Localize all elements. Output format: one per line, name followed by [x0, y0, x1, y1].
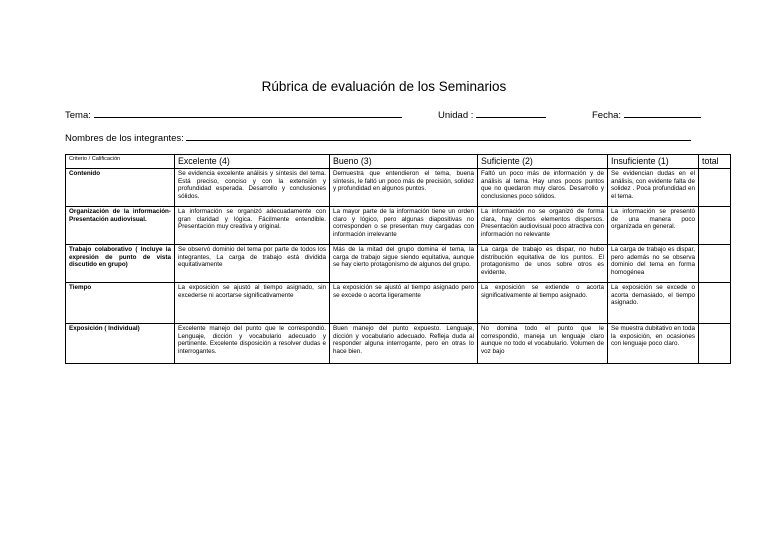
- insuficiente-cell: La exposición se excede o acorta demasiado, el tiempo asignado.: [608, 283, 699, 324]
- table-row: [66, 324, 731, 364]
- unidad-blank[interactable]: [476, 109, 546, 118]
- nombres-blank[interactable]: [186, 132, 691, 141]
- bueno-cell: La exposición se ajustó al tiempo asignado pero se excede o acorta ligeramente: [330, 283, 478, 324]
- tema-label: Tema:: [65, 110, 91, 121]
- excelente-cell: Se observó dominio del tema por parte de todos los integrantes, La carga de trabajo está dividida equitativamente: [175, 245, 330, 283]
- excelente-cell: La exposición se ajustó al tiempo asignado, sin excederse ni acortarse significativamente: [175, 283, 330, 324]
- tema-blank[interactable]: [94, 109, 402, 118]
- table-row: [66, 169, 731, 207]
- table-row: [66, 207, 731, 245]
- header-criterio: Criterio / Calificación: [66, 155, 175, 169]
- header-bueno: Bueno (3): [330, 155, 478, 169]
- table-row: [66, 245, 731, 283]
- insuficiente-cell: Se muestra dubitativo en toda la exposición, en ocasiones con lenguaje poco claro.: [608, 324, 699, 364]
- criterion-cell: Tiempo: [66, 283, 175, 324]
- rubric-table: [65, 154, 731, 364]
- document-title: Rúbrica de evaluación de los Seminarios: [261, 79, 507, 94]
- fecha-field[interactable]: [592, 109, 701, 121]
- tema-field[interactable]: [65, 109, 402, 121]
- header-insuficiente: Insuficiente (1): [608, 155, 699, 169]
- table-row: [66, 283, 731, 324]
- header-excelente: Excelente (4): [175, 155, 330, 169]
- insuficiente-cell: Se evidencian dudas en el análisis, con evidente falta de solidez . Poca profundidad en el tema.: [608, 169, 699, 207]
- fecha-blank[interactable]: [624, 109, 701, 118]
- bueno-cell: Demuestra que entendieron el tema, buena síntesis, le faltó un poco más de precisión, solidez y profundidad en algunos puntos.: [330, 169, 478, 207]
- suficiente-cell: La exposición se extiende o acorta significativamente al tiempo asignado.: [478, 283, 608, 324]
- suficiente-cell: La información no se organizó de forma clara, hay ciertos elementos dispersos. Presentación audiovisual poco atractiva con información no relevante: [478, 207, 608, 245]
- insuficiente-cell: La información se presentó de una manera poco organizada en general.: [608, 207, 699, 245]
- excelente-cell: Se evidencia excelente análisis y síntesis del tema. Está preciso, conciso y con la extensión y profundidad esperada. Desarrollo y conclusiones sólidos.: [175, 169, 330, 207]
- criterion-cell: Organización de la información- Presentación audiovisual.: [66, 207, 175, 245]
- suficiente-cell: No domina todo el punto que le correspondió, maneja un lenguaje claro aunque no todo el vocabulario. Volumen de voz bajo: [478, 324, 608, 364]
- nombres-label: Nombres de los integrantes:: [65, 133, 184, 144]
- nombres-field[interactable]: [65, 132, 691, 144]
- criterion-cell: Contenido: [66, 169, 175, 207]
- total-cell[interactable]: [699, 283, 731, 324]
- suficiente-cell: Faltó un poco más de información y de análisis al tema. Hay unos pocos puntos que no quedaron muy claros. Desarrollo y conclusiones poco sólidos.: [478, 169, 608, 207]
- total-cell[interactable]: [699, 324, 731, 364]
- bueno-cell: La mayor parte de la información tiene un orden claro y lógico, pero algunas diapositivas no corresponden o se presentan muy cargadas con información irrelevante: [330, 207, 478, 245]
- unidad-field[interactable]: [438, 109, 546, 121]
- unidad-label: Unidad :: [438, 110, 474, 121]
- total-cell[interactable]: [699, 207, 731, 245]
- header-row: [66, 155, 731, 169]
- criterion-cell: Exposición ( Individual): [66, 324, 175, 364]
- header-suficiente: Suficiente (2): [478, 155, 608, 169]
- excelente-cell: La información se organizó adecuadamente con gran claridad y lógica. Fácilmente entendible. Presentación muy creativa y original.: [175, 207, 330, 245]
- insuficiente-cell: La carga de trabajo es dispar, pero además no se observa dominio del tema en forma homogénea: [608, 245, 699, 283]
- suficiente-cell: La carga de trabajo es dispar, no hubo distribución equitativa de los puntos. El protagonismo de unos sobre otros es evidente.: [478, 245, 608, 283]
- criterion-cell: Trabajo colaborativo ( Incluye la expresión de punto de vista discutido en grupo): [66, 245, 175, 283]
- excelente-cell: Excelente manejo del punto que le correspondió. Lenguaje, dicción y vocabulario adecuado y pertinente. Excelente disposición a resolver dudas e interrogantes.: [175, 324, 330, 364]
- fecha-label: Fecha:: [592, 110, 622, 121]
- total-cell[interactable]: [699, 169, 731, 207]
- header-total: total: [699, 155, 731, 169]
- bueno-cell: Buen manejo del punto expuesto. Lenguaje, dicción y vocabulario adecuado. Refleja duda al responder alguna interrogante, pero en otras lo hace bien.: [330, 324, 478, 364]
- bueno-cell: Más de la mitad del grupo domina el tema, la carga de trabajo sigue siendo equitativa, aunque se hay cierto protagonismo de algunos del grupo.: [330, 245, 478, 283]
- total-cell[interactable]: [699, 245, 731, 283]
